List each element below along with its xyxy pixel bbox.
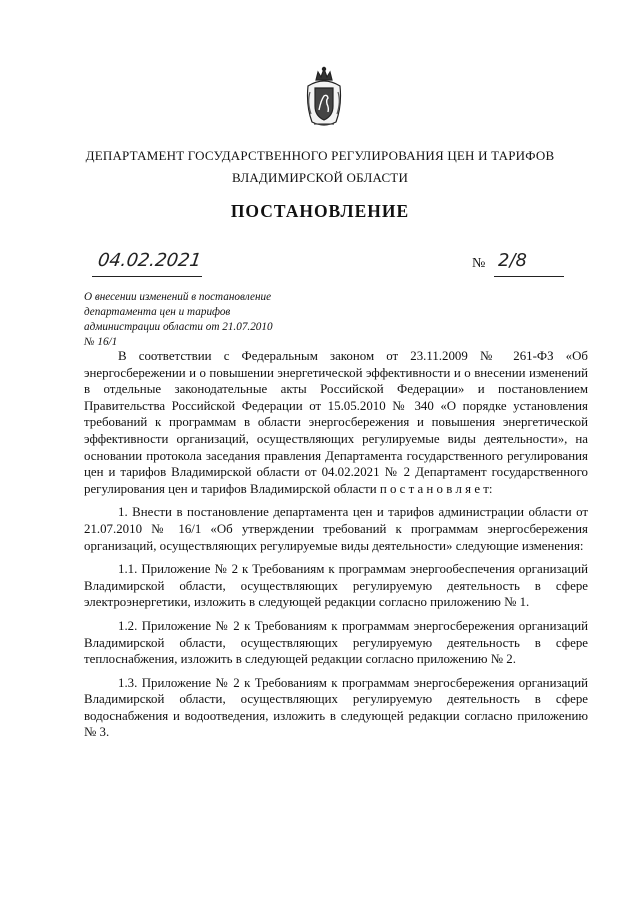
- department-name-line1: ДЕПАРТАМЕНТ ГОСУДАРСТВЕННОГО РЕГУЛИРОВАНИЯ ЦЕН И ТАРИФОВ: [85, 148, 555, 163]
- document-title: ПОСТАНОВЛЕНИЕ: [230, 201, 410, 221]
- item-1-1-paragraph: 1.1. Приложение № 2 к Требованиям к программам энергообеспечения организаций Владимирской области, осуществляющих регулируемую деятельность в сфере электроэнергетики, изложить в следующей редакции согласно приложению № 1.: [84, 562, 588, 610]
- document-body: [84, 348, 588, 748]
- document-date-field: [92, 252, 202, 277]
- document-subject: О внесении изменений в постановление департамента цен и тарифов администрации области от 21.07.2010 № 16/1: [84, 291, 273, 348]
- document-date: 04.02.2021: [96, 250, 203, 271]
- document-number-line: [494, 252, 564, 277]
- item-1-2-paragraph: 1.2. Приложение № 2 к Требованиям к программам энергосбережения организаций Владимирской области, осуществляющих регулируемую деятельность в сфере теплоснабжения, изложить в следующей редакции согласно приложению № 2.: [84, 618, 588, 667]
- item-1-paragraph: 1. Внести в постановление департамента цен и тарифов администрации области от 21.07.2010 № 16/1 «Об утверждении требований к программам энергосбережения организаций, осуществляющих регулируемые виды деятельности» следующие изменения:: [84, 505, 588, 553]
- coat-of-arms-icon: [304, 66, 344, 130]
- item-1-3-paragraph: 1.3. Приложение № 2 к Требованиям к программам энергосбережения организаций Владимирской области, осуществляющих регулируемую деятельность в сфере водоснабжения и водоотведения, изложить в следующей редакции согласно приложению № 3.: [84, 675, 588, 740]
- number-sign: №: [472, 256, 486, 271]
- preamble-paragraph: В соответствии с Федеральным законом от 23.11.2009 № 261-ФЗ «Об энергосбережении и о повышении энергетической эффективности и о внесении изменений в отдельные законодательные акты Российской Федерации» и постановлением Правительства Российской Федерации от 15.05.2010 № 340 «О порядке установления требований к программам в области энергосбережения и повышения энергетической эффективности организаций, осуществляющих регулируемые виды деятельности», на основании протокола заседания правления Департамента государственного регулирования цен и тарифов Владимирской области от 04.02.2021 № 2 Департамент государственного регулирования цен и тарифов Владимирской области п о с т а н о в л я е т:: [84, 349, 588, 496]
- department-name-line2: ВЛАДИМИРСКОЙ ОБЛАСТИ: [231, 170, 409, 185]
- document-number: 2/8: [498, 250, 527, 271]
